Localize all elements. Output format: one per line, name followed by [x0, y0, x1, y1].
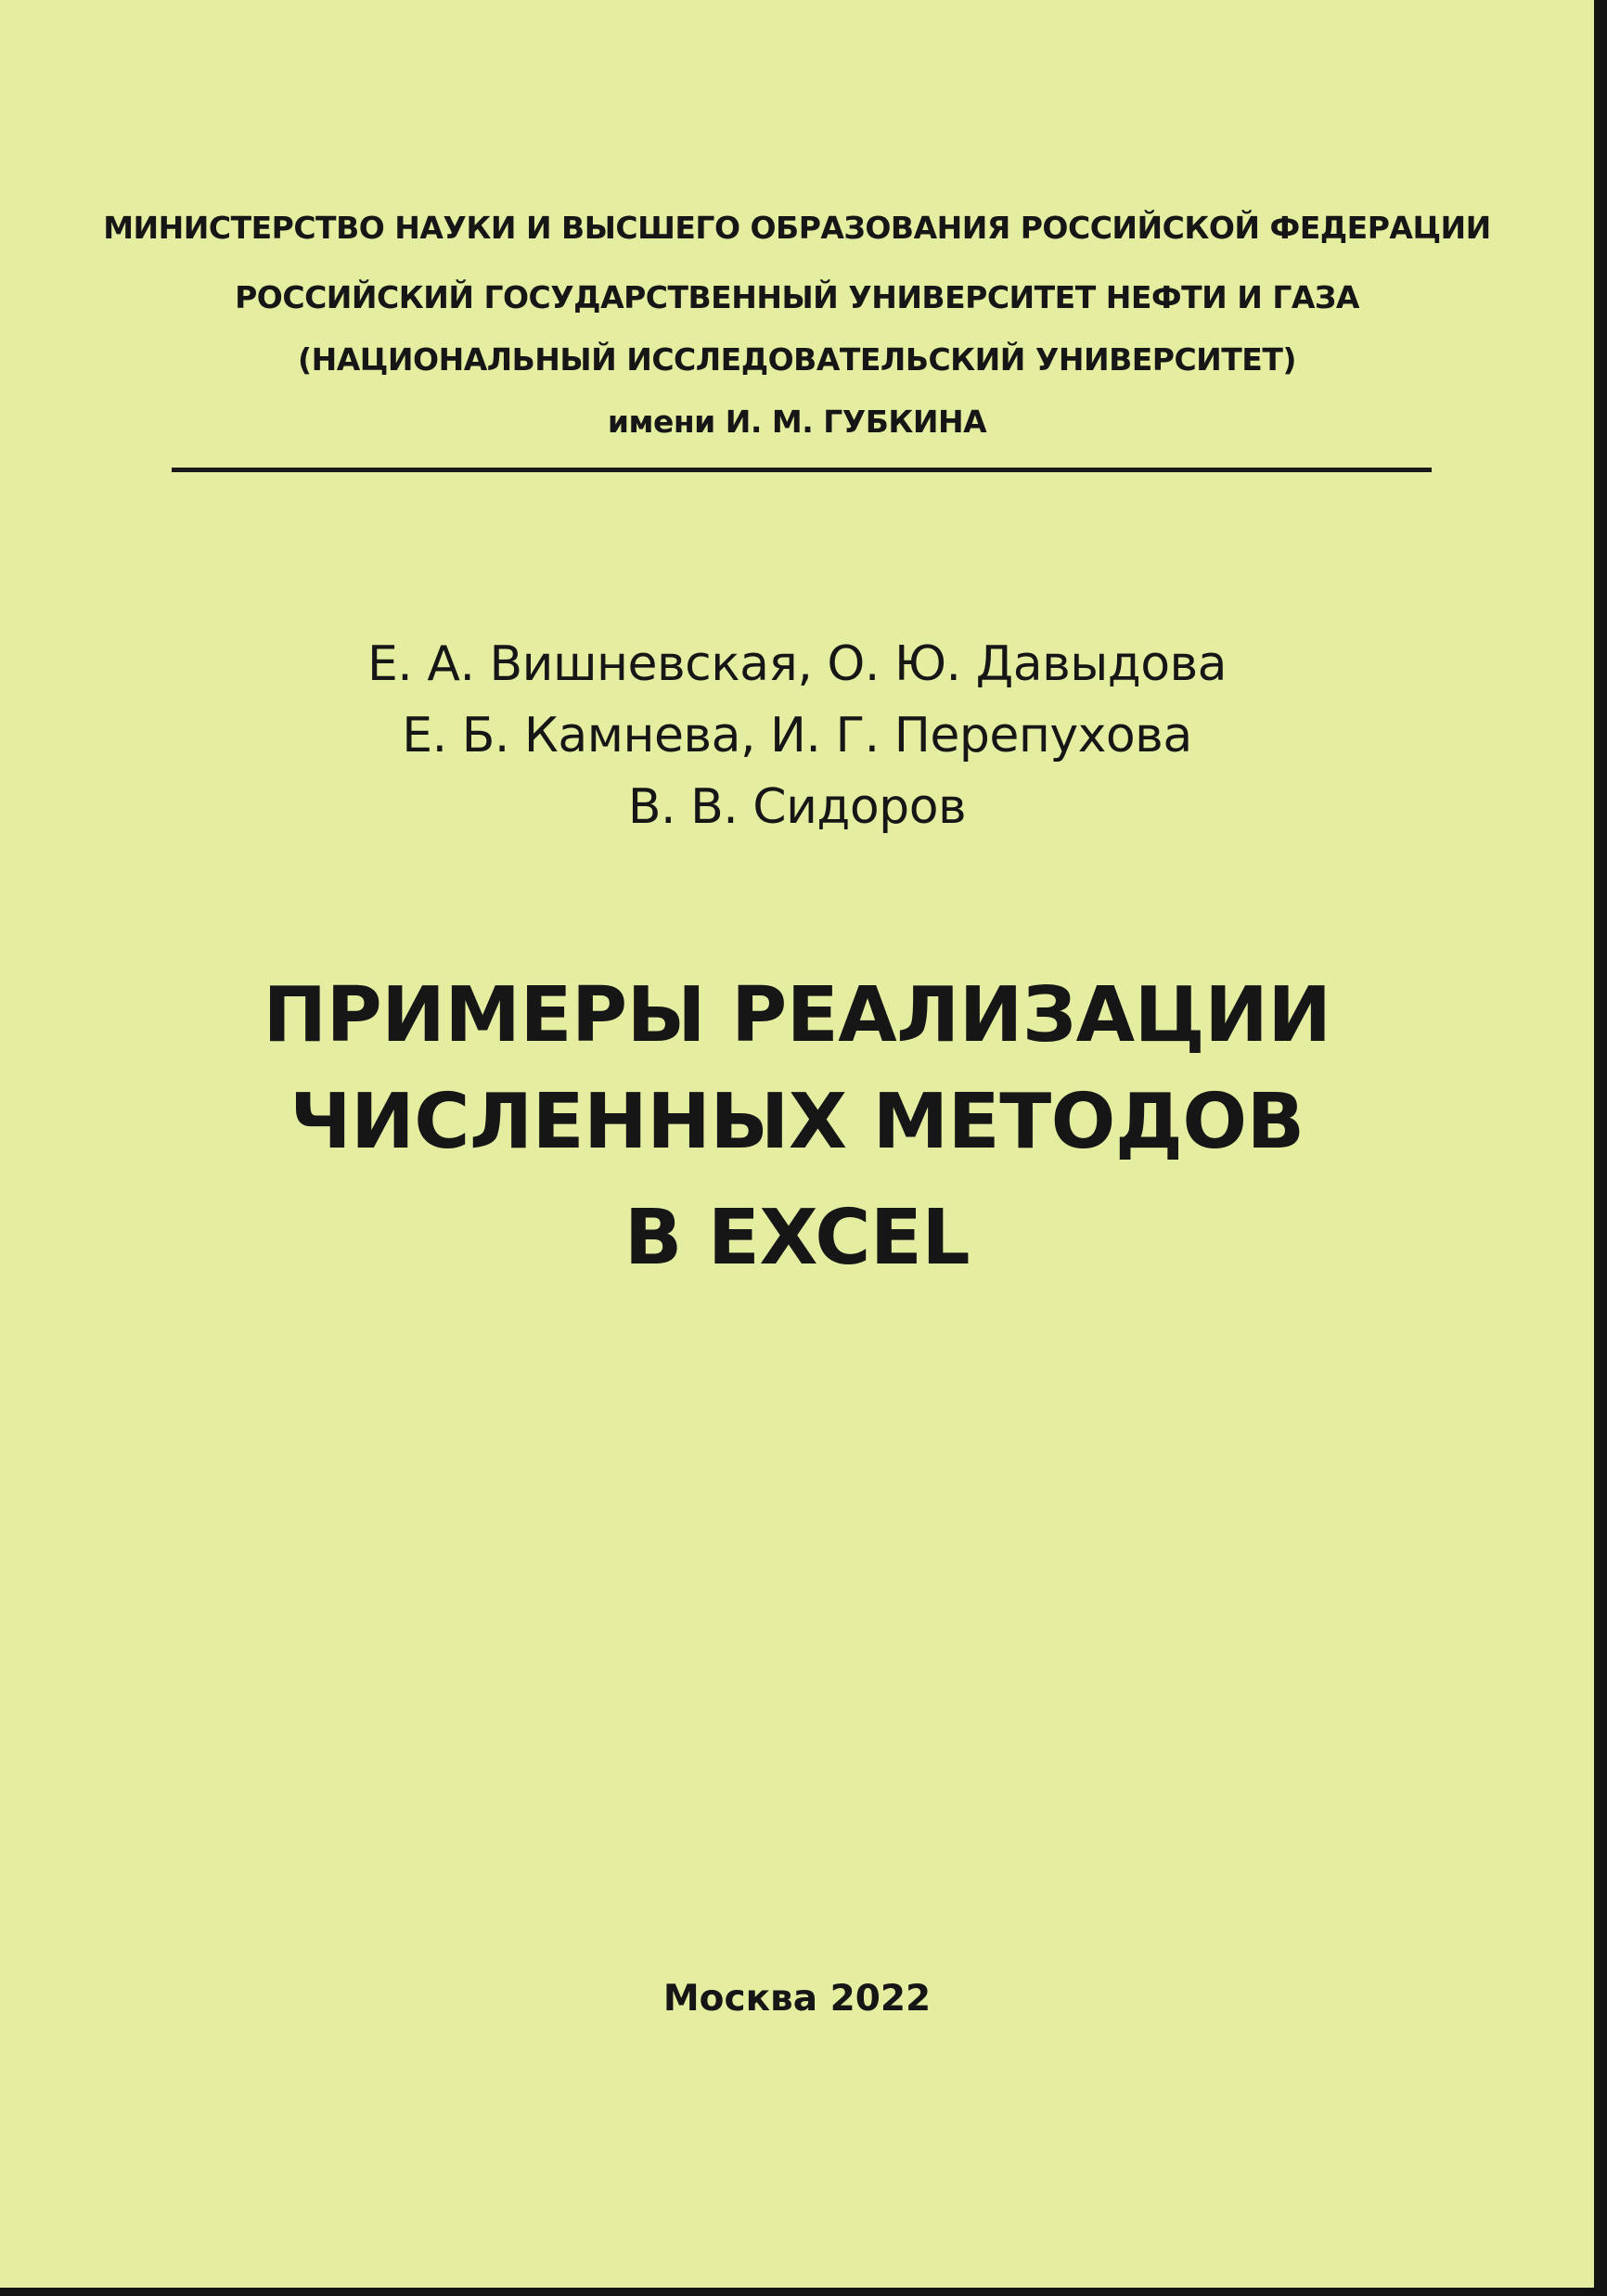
authors-line-2: Е. Б. Камнева, И. Г. Перепухова — [402, 708, 1192, 763]
university-name: РОССИЙСКИЙ ГОСУДАРСТВЕННЫЙ УНИВЕРСИТЕТ НЕФТИ И ГАЗА — [235, 279, 1359, 315]
book-title-line-3: В EXCEL — [624, 1194, 971, 1282]
header-divider — [172, 468, 1432, 472]
authors-line-3: В. В. Сидоров — [627, 779, 967, 835]
university-status: (НАЦИОНАЛЬНЫЙ ИССЛЕДОВАТЕЛЬСКИЙ УНИВЕРСИТЕТ) — [298, 341, 1296, 378]
book-title-line-1: ПРИМЕРЫ РЕАЛИЗАЦИИ — [263, 971, 1331, 1059]
ministry-name: МИНИСТЕРСТВО НАУКИ И ВЫСШЕГО ОБРАЗОВАНИЯ РОССИЙСКОЙ ФЕДЕРАЦИИ — [103, 210, 1491, 246]
authors-line-1: Е. А. Вишневская, О. Ю. Давыдова — [366, 636, 1228, 692]
book-title-line-2: ЧИСЛЕННЫХ МЕТОДОВ — [289, 1078, 1305, 1166]
publication-city-year: Москва 2022 — [662, 1978, 932, 2020]
university-namesake: имени И. М. ГУБКИНА — [607, 404, 987, 440]
